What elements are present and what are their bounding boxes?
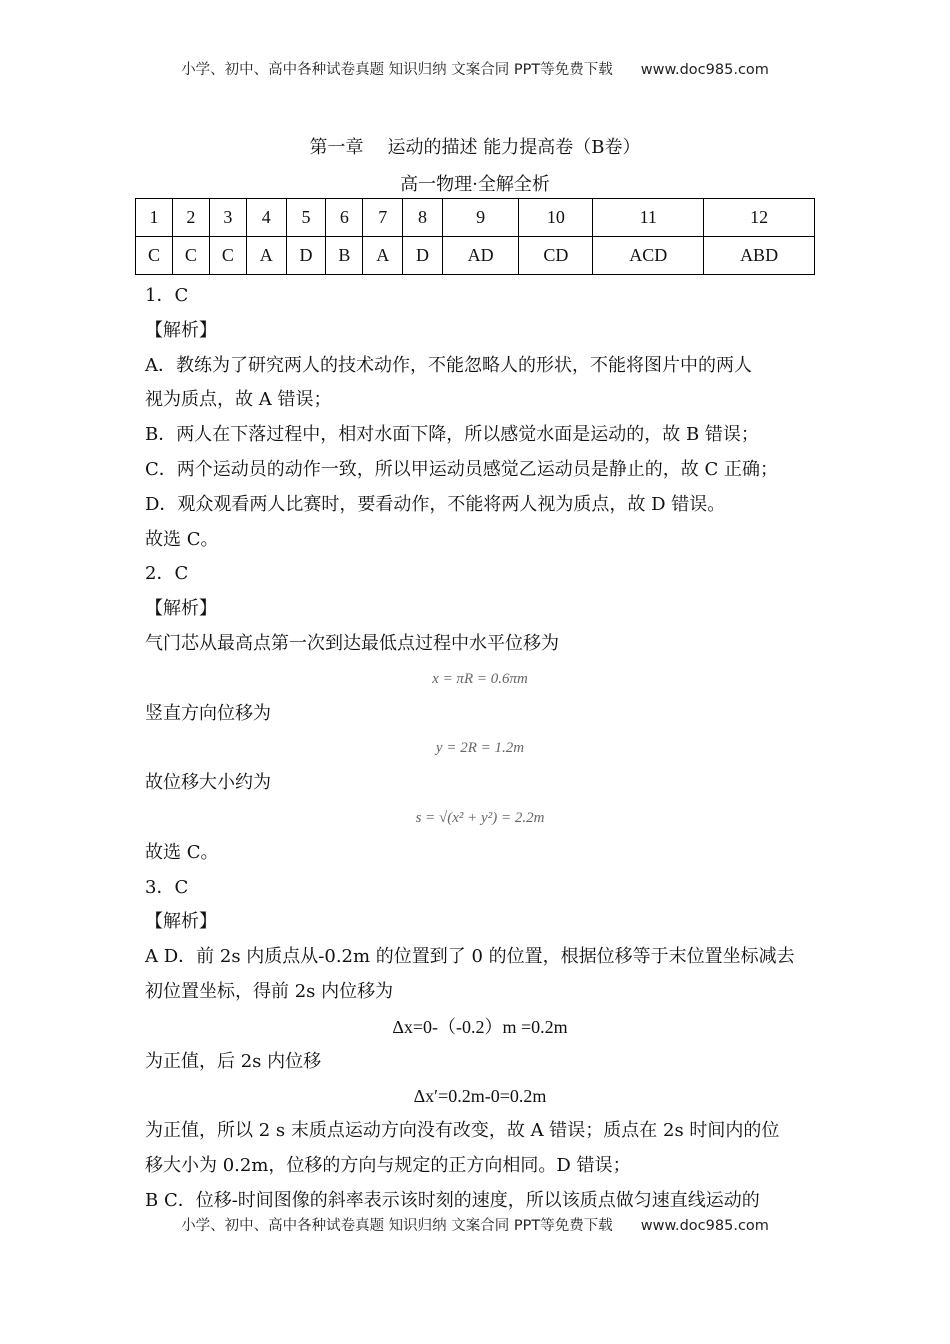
- page-subtitle: 高一物理·全解全析: [400, 174, 550, 195]
- header-site-link[interactable]: www.doc985.com: [640, 62, 769, 78]
- answer-key: A: [246, 237, 286, 275]
- footer-text: 小学、初中、高中各种试卷真题 知识归纳 文案合同 PPT等免费下载: [181, 1218, 613, 1234]
- solution-body: [145, 279, 815, 1219]
- answer-number: 3: [209, 199, 246, 237]
- analysis-text: 为正值，后 2s 内位移: [145, 1050, 322, 1072]
- analysis-text: A．教练为了研究两人的技术动作，不能忽略人的形状，不能将图片中的两人: [145, 354, 752, 376]
- analysis-text: D．观众观看两人比赛时，要看动作，不能将两人视为质点，故 D 错误。: [145, 493, 726, 515]
- analysis-text: B C．位移-时间图像的斜率表示该时刻的速度，所以该质点做匀速直线运动的: [145, 1189, 760, 1211]
- answer-number: 1: [136, 199, 173, 237]
- analysis-text: 竖直方向位移为: [145, 702, 271, 724]
- conclusion-text: 故选 C。: [145, 841, 219, 863]
- answer-number: 5: [286, 199, 326, 237]
- equation: s = √(x² + y²) = 2.2m: [415, 809, 545, 826]
- analysis-label: 【解析】: [145, 598, 217, 620]
- answer-number: 9: [442, 199, 519, 237]
- question-heading: 3．C: [145, 876, 189, 898]
- answer-number: 7: [363, 199, 403, 237]
- answer-number: 8: [403, 199, 443, 237]
- conclusion-text: 故选 C。: [145, 528, 219, 550]
- answer-key: ACD: [593, 237, 704, 275]
- answer-key: AD: [442, 237, 519, 275]
- page-footer: [0, 1214, 950, 1235]
- chapter-label: 第一章: [309, 137, 364, 158]
- title-name: 运动的描述 能力提高卷（B卷）: [387, 137, 641, 158]
- answer-number: 4: [246, 199, 286, 237]
- answer-number: 2: [172, 199, 209, 237]
- page-header: [0, 58, 950, 79]
- equation: Δx=0-（-0.2）m =0.2m: [392, 1016, 568, 1037]
- answer-key: ABD: [704, 237, 815, 275]
- answer-number: 11: [593, 199, 704, 237]
- answer-key: CD: [519, 237, 593, 275]
- answer-number-row: [136, 199, 815, 237]
- analysis-text: 初位置坐标，得前 2s 内位移为: [145, 980, 394, 1002]
- answer-key: C: [209, 237, 246, 275]
- analysis-text: B．两人在下落过程中，相对水面下降，所以感觉水面是运动的，故 B 错误；: [145, 424, 759, 446]
- answer-key: C: [136, 237, 173, 275]
- footer-site-link[interactable]: www.doc985.com: [640, 1218, 769, 1234]
- answer-key-row: [136, 237, 815, 275]
- analysis-text: 为正值，所以 2 s 末质点运动方向没有改变，故 A 错误；质点在 2s 时间内的位: [145, 1120, 780, 1142]
- analysis-label: 【解析】: [145, 319, 217, 341]
- answer-key: D: [403, 237, 443, 275]
- question-heading: 1．C: [145, 285, 189, 306]
- analysis-text: A D．前 2s 内质点从-0.2m 的位置到了 0 的位置，根据位移等于末位置坐标减去: [145, 946, 795, 968]
- analysis-text: 移大小为 0.2m，位移的方向与规定的正方向相同。D 错误；: [145, 1154, 631, 1176]
- equation: y = 2R = 1.2m: [435, 740, 525, 757]
- answer-key: B: [326, 237, 363, 275]
- header-text: 小学、初中、高中各种试卷真题 知识归纳 文案合同 PPT等免费下载: [181, 62, 613, 78]
- answer-number: 10: [519, 199, 593, 237]
- answer-key: C: [172, 237, 209, 275]
- analysis-text: 视为质点，故 A 错误；: [145, 389, 332, 411]
- analysis-label: 【解析】: [145, 911, 217, 933]
- analysis-text: 气门芯从最高点第一次到达最低点过程中水平位移为: [145, 632, 559, 654]
- answer-number: 6: [326, 199, 363, 237]
- answer-table: [135, 198, 815, 275]
- question-heading: 2．C: [145, 563, 189, 585]
- equation: x = πR = 0.6πm: [432, 670, 528, 687]
- answer-number: 12: [704, 199, 815, 237]
- equation: Δx′=0.2m-0=0.2m: [413, 1086, 547, 1107]
- answer-key: A: [363, 237, 403, 275]
- analysis-text: 故位移大小约为: [145, 772, 271, 794]
- page-title: [0, 133, 950, 159]
- analysis-text: C．两个运动员的动作一致，所以甲运动员感觉乙运动员是静止的，故 C 正确；: [145, 458, 778, 480]
- answer-key: D: [286, 237, 326, 275]
